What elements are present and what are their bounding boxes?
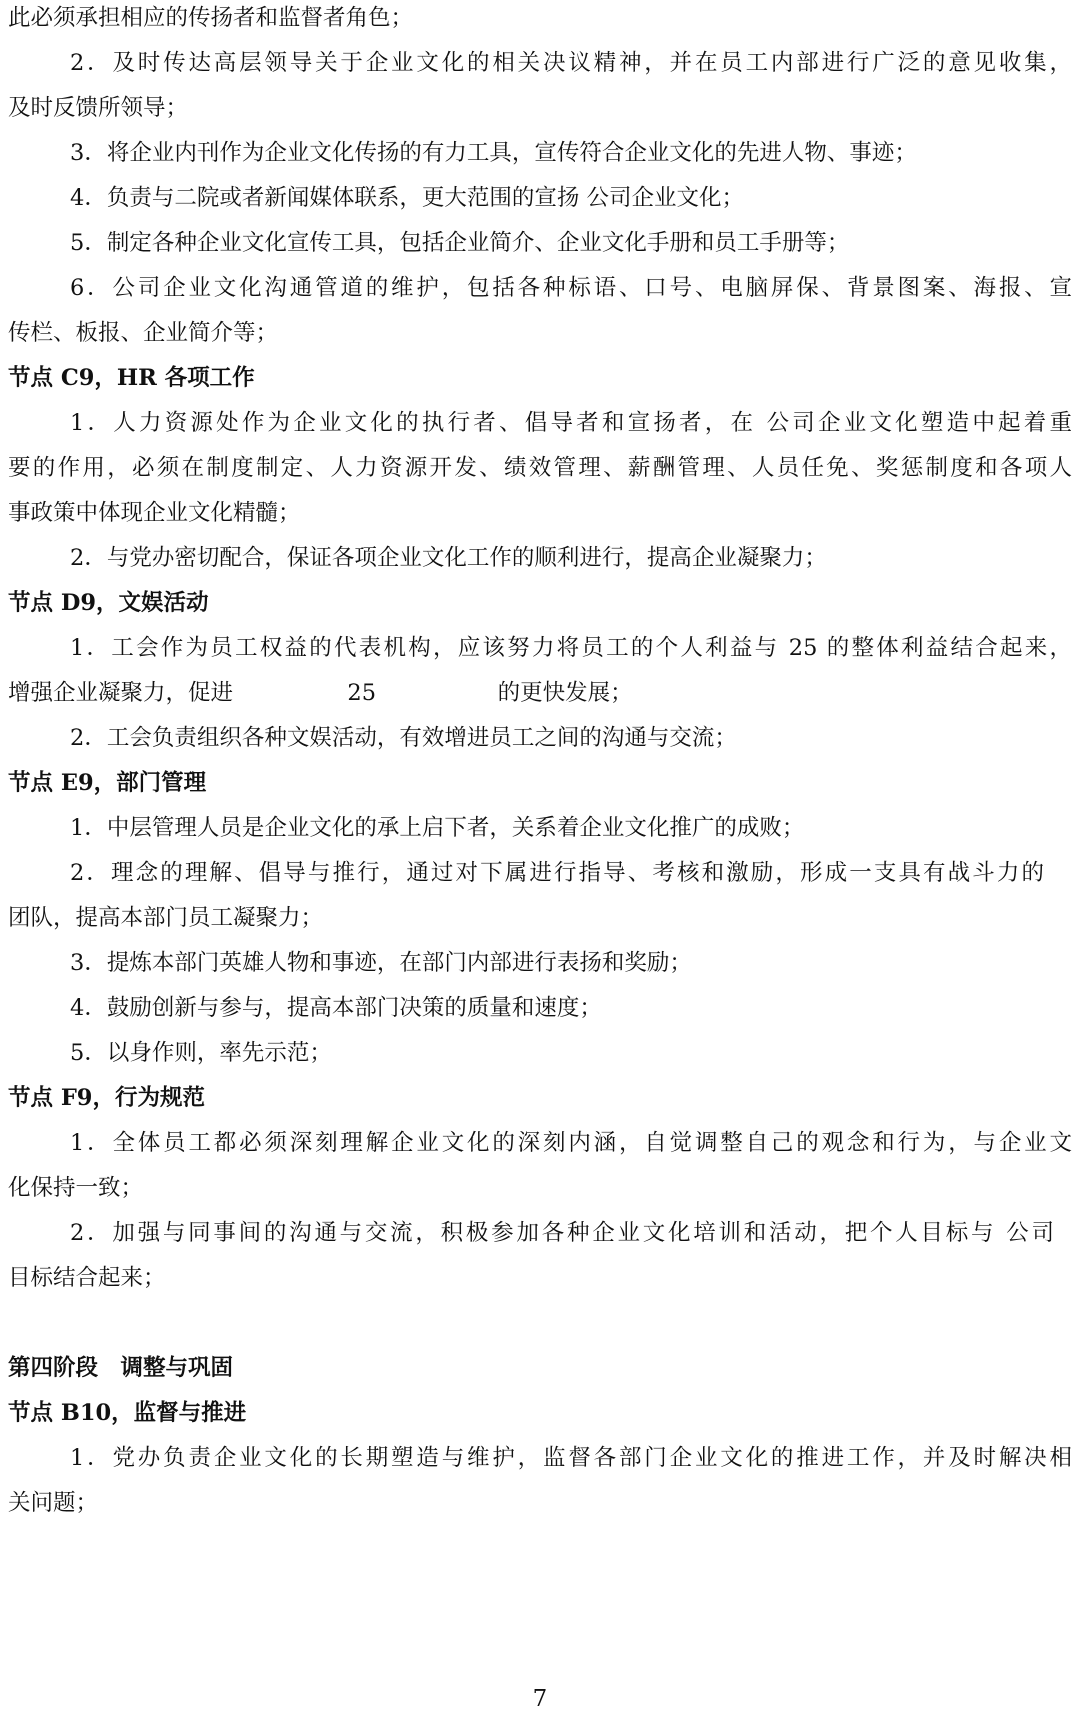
section-heading-d9: 节点 D9，文娱活动 bbox=[8, 590, 209, 616]
paragraph-line: 目标结合起来； bbox=[8, 1265, 166, 1291]
list-item-line: 2．加强与同事间的沟通与交流，积极参加各种企业文化培训和活动，把个人目标与 公司 bbox=[70, 1220, 1054, 1246]
list-item-line: 2．工会负责组织各种文娱活动，有效增进员工之间的沟通与交流； bbox=[70, 725, 737, 751]
paragraph-line: 要的作用，必须在制度制定、人力资源开发、绩效管理、薪酬管理、人员任免、奖惩制度和各项人 bbox=[8, 455, 1072, 481]
paragraph-line: 传栏、板报、企业简介等； bbox=[8, 320, 279, 346]
list-item-line: 2．及时传达高层领导关于企业文化的相关决议精神，并在员工内部进行广泛的意见收集， bbox=[70, 50, 1072, 76]
section-heading-e9: 节点 E9，部门管理 bbox=[8, 770, 207, 796]
list-item-line: 1．工会作为员工权益的代表机构，应该努力将员工的个人利益与 25 的整体利益结合起来， bbox=[70, 635, 1072, 661]
section-heading-c9: 节点 C9，HR 各项工作 bbox=[8, 365, 255, 391]
section-heading-f9: 节点 F9，行为规范 bbox=[8, 1085, 205, 1111]
paragraph-line: 增强企业凝聚力，促进 25 的更快发展； bbox=[8, 680, 633, 706]
list-item-line: 6．公司企业文化沟通管道的维护，包括各种标语、口号、电脑屏保、背景图案、海报、宣 bbox=[70, 275, 1072, 301]
paragraph-line: 团队，提高本部门员工凝聚力； bbox=[8, 905, 324, 931]
paragraph-line: 化保持一致； bbox=[8, 1175, 144, 1201]
list-item-line: 3．提炼本部门英雄人物和事迹，在部门内部进行表扬和奖励； bbox=[70, 950, 692, 976]
list-item-line: 1．全体员工都必须深刻理解企业文化的深刻内涵，自觉调整自己的观念和行为，与企业文 bbox=[70, 1130, 1072, 1156]
list-item-line: 2．与党办密切配合，保证各项企业文化工作的顺利进行，提高企业凝聚力； bbox=[70, 545, 827, 571]
list-item-line: 5．以身作则，率先示范； bbox=[70, 1040, 332, 1066]
list-item-line: 1．中层管理人员是企业文化的承上启下者，关系着企业文化推广的成败； bbox=[70, 815, 805, 841]
paragraph-line: 事政策中体现企业文化精髓； bbox=[8, 500, 301, 526]
list-item-line: 3．将企业内刊作为企业文化传扬的有力工具，宣传符合企业文化的先进人物、事迹； bbox=[70, 140, 917, 166]
list-item-line: 1．人力资源处作为企业文化的执行者、倡导者和宣扬者，在 公司企业文化塑造中起着重 bbox=[70, 410, 1072, 436]
list-item-line: 1．党办负责企业文化的长期塑造与维护，监督各部门企业文化的推进工作，并及时解决相 bbox=[70, 1445, 1072, 1471]
list-item-line: 4．负责与二院或者新闻媒体联系，更大范围的宣扬 公司企业文化； bbox=[70, 185, 744, 211]
list-item-line: 4．鼓励创新与参与，提高本部门决策的质量和速度； bbox=[70, 995, 602, 1021]
stage-heading: 第四阶段 调整与巩固 bbox=[8, 1355, 234, 1381]
paragraph-line: 及时反馈所领导； bbox=[8, 95, 189, 121]
list-item-line: 2．理念的理解、倡导与推行，通过对下属进行指导、考核和激励，形成一支具有战斗力的 bbox=[70, 860, 1044, 886]
list-item-line: 5．制定各种企业文化宣传工具，包括企业简介、企业文化手册和员工手册等； bbox=[70, 230, 850, 256]
paragraph-line: 此必须承担相应的传扬者和监督者角色； bbox=[8, 5, 414, 31]
page-number: 7 bbox=[532, 1686, 548, 1712]
paragraph-line: 关问题； bbox=[8, 1490, 99, 1516]
section-heading-b10: 节点 B10，监督与推进 bbox=[8, 1400, 247, 1426]
